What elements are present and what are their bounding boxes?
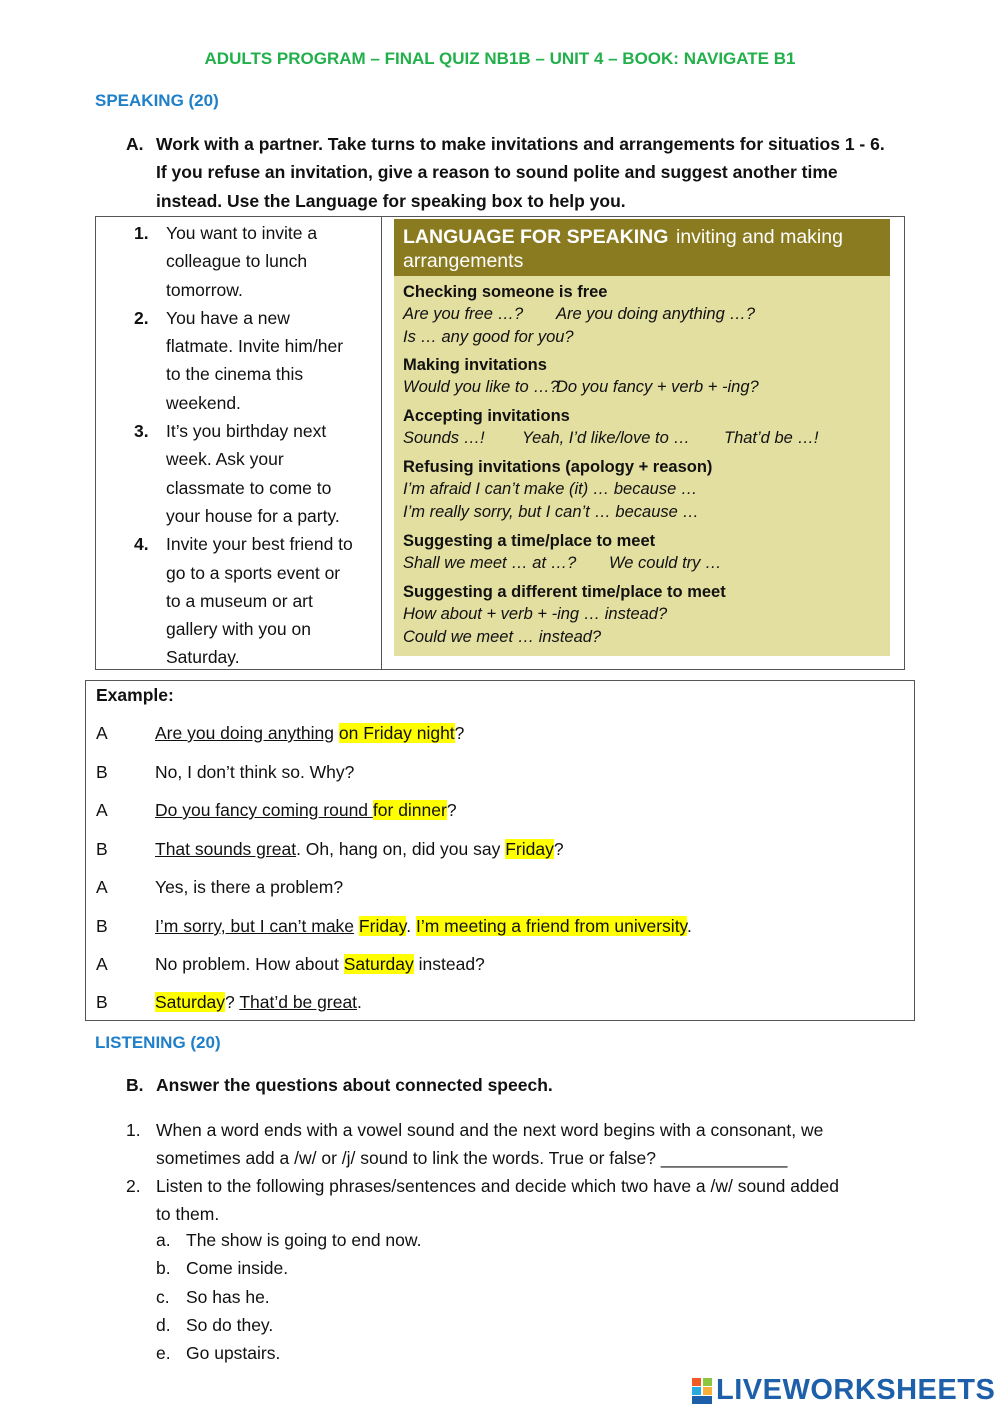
option-text: The show is going to end now. bbox=[186, 1230, 422, 1250]
dialogue-speaker: A bbox=[96, 954, 108, 974]
table-divider bbox=[381, 217, 382, 669]
language-box-title: LANGUAGE FOR SPEAKING bbox=[403, 226, 669, 248]
situation-item bbox=[96, 530, 376, 672]
question-line: sometimes add a /w/ or /j/ sound to link the words. True or false? _____________ bbox=[156, 1148, 788, 1169]
option-letter: c. bbox=[156, 1286, 170, 1307]
dialogue-text: . bbox=[406, 916, 416, 936]
situation-line: flatmate. Invite him/her bbox=[166, 336, 344, 357]
question-number: 1. bbox=[126, 1120, 141, 1140]
language-box-subtitle: arrangements bbox=[403, 250, 524, 272]
situation-line: classmate to come to bbox=[166, 477, 332, 498]
dialogue-line bbox=[155, 877, 343, 898]
language-box-phrase: Are you doing anything …? bbox=[556, 305, 756, 323]
underlined-phrase: That sounds great bbox=[155, 839, 297, 859]
situation-line: colleague to lunch bbox=[166, 251, 308, 272]
listening-option bbox=[156, 1258, 556, 1280]
question-text bbox=[156, 1172, 896, 1229]
task-a-text bbox=[156, 130, 926, 215]
situation-line: weekend. bbox=[166, 392, 241, 413]
dialogue-line bbox=[155, 762, 354, 783]
language-box-phrase: Yeah, I’d like/love to … bbox=[522, 429, 690, 447]
situation-text bbox=[166, 219, 374, 304]
dialogue-speaker: A bbox=[96, 800, 108, 820]
language-box-subtitle: inviting and making bbox=[676, 226, 843, 248]
language-box-phrase: Would you like to …? bbox=[403, 378, 559, 396]
example-label: Example: bbox=[96, 685, 174, 705]
language-box-phrase: How about + verb + -ing … instead? bbox=[403, 605, 668, 623]
situation-line: It’s you birthday next bbox=[166, 421, 327, 442]
underlined-phrase: Do you fancy coming round bbox=[155, 800, 373, 820]
language-box-section-heading: Suggesting a different time/place to meet bbox=[403, 583, 726, 601]
situation-line: week. Ask your bbox=[166, 449, 284, 470]
listening-option bbox=[156, 1343, 556, 1365]
question-number: 2. bbox=[126, 1176, 141, 1196]
option-text: So do they. bbox=[186, 1314, 274, 1335]
speaking-heading: SPEAKING (20) bbox=[95, 91, 219, 110]
situation-line: to a museum or art bbox=[166, 590, 313, 611]
situation-line: Invite your best friend to bbox=[166, 534, 353, 555]
situation-item bbox=[96, 304, 376, 417]
page-title: ADULTS PROGRAM – FINAL QUIZ NB1B – UNIT 4 – BOOK: NAVIGATE B1 bbox=[204, 49, 796, 68]
underlined-phrase: Are you doing anything bbox=[155, 723, 335, 743]
language-box-header bbox=[394, 219, 890, 276]
task-a-line: If you refuse an invitation, give a reason to sound polite and suggest another time bbox=[156, 162, 838, 183]
situation-line: your house for a party. bbox=[166, 505, 340, 526]
dialogue-text: . Oh, hang on, did you say bbox=[296, 839, 506, 859]
language-box-phrase: That’d be …! bbox=[724, 429, 819, 447]
listening-heading: LISTENING (20) bbox=[95, 1033, 221, 1052]
dialogue-line bbox=[155, 954, 485, 975]
dialogue-text: ? bbox=[446, 800, 457, 820]
language-box-phrase: Is … any good for you? bbox=[403, 327, 574, 346]
language-box-phrase: Shall we meet … at …? bbox=[403, 554, 577, 572]
dialogue-line bbox=[155, 800, 457, 821]
situation-item bbox=[96, 417, 376, 530]
task-a-line: Work with a partner. Take turns to make invitations and arrangements for situatios 1 - 6. bbox=[156, 134, 885, 154]
situation-item bbox=[96, 219, 376, 304]
situation-number: 3. bbox=[134, 421, 149, 442]
situation-line: You have a new bbox=[166, 307, 290, 328]
dialogue-text: ? bbox=[553, 839, 564, 859]
dialogue-text: . bbox=[687, 916, 692, 936]
example-dialogue-box bbox=[85, 680, 915, 1021]
dialogue-text: ? bbox=[225, 992, 240, 1012]
dialogue-text: . bbox=[357, 992, 362, 1012]
task-b-label: B. bbox=[126, 1075, 144, 1095]
dialogue-text: instead? bbox=[413, 954, 485, 974]
liveworksheets-logo bbox=[692, 1374, 996, 1408]
question-line: When a word ends with a vowel sound and the next word begins with a consonant, we bbox=[156, 1120, 824, 1140]
language-box-section-heading: Suggesting a time/place to meet bbox=[403, 532, 656, 550]
highlighted-phrase: for dinner bbox=[372, 800, 447, 820]
listening-option bbox=[156, 1230, 556, 1252]
dialogue-text: Yes, is there a problem? bbox=[155, 877, 344, 897]
situation-number: 2. bbox=[134, 307, 149, 328]
highlighted-phrase: Saturday bbox=[155, 992, 226, 1012]
dialogue-speaker: A bbox=[96, 877, 108, 897]
task-a-label: A. bbox=[126, 134, 144, 154]
dialogue-line bbox=[155, 992, 362, 1013]
liveworksheets-logo-text: LIVEWORKSHEETS bbox=[716, 1374, 996, 1406]
option-letter: d. bbox=[156, 1314, 171, 1335]
listening-question bbox=[126, 1172, 906, 1229]
dialogue-speaker: B bbox=[96, 839, 108, 859]
situation-text bbox=[166, 304, 374, 417]
option-letter: b. bbox=[156, 1258, 171, 1279]
situation-line: Saturday. bbox=[166, 647, 240, 668]
question-line: to them. bbox=[156, 1204, 220, 1225]
language-box-section-heading: Accepting invitations bbox=[403, 407, 570, 425]
language-box-phrase: Sounds …! bbox=[403, 429, 485, 447]
language-box-phrase: Could we meet … instead? bbox=[403, 627, 602, 646]
task-b-text: Answer the questions about connected speech. bbox=[156, 1075, 553, 1095]
situation-line: gallery with you on bbox=[166, 619, 311, 640]
language-box-section-heading: Making invitations bbox=[403, 356, 547, 374]
option-text: Come inside. bbox=[186, 1258, 289, 1279]
question-text bbox=[156, 1116, 896, 1173]
situation-line: to the cinema this bbox=[166, 364, 304, 385]
option-letter: e. bbox=[156, 1343, 171, 1364]
dialogue-line bbox=[155, 839, 564, 860]
situation-line: tomorrow. bbox=[166, 279, 243, 300]
language-box-section-heading: Checking someone is free bbox=[403, 283, 608, 301]
dialogue-speaker: A bbox=[96, 723, 108, 743]
underlined-phrase: I’m sorry, but I can’t make bbox=[155, 916, 355, 936]
language-box-phrase: I’m afraid I can’t make (it) … because … bbox=[403, 480, 698, 498]
underlined-phrase: That’d be great bbox=[239, 992, 358, 1012]
option-letter: a. bbox=[156, 1230, 171, 1250]
option-text: So has he. bbox=[186, 1286, 270, 1307]
language-for-speaking-box bbox=[394, 219, 890, 656]
dialogue-text: ? bbox=[454, 723, 465, 743]
task-a-line: instead. Use the Language for speaking box to help you. bbox=[156, 190, 626, 211]
language-box-phrase: Are you free …? bbox=[403, 305, 524, 323]
language-box-phrase: I’m really sorry, but I can’t … because … bbox=[403, 502, 699, 521]
dialogue-line bbox=[155, 723, 464, 744]
situation-line: You want to invite a bbox=[166, 223, 318, 243]
dialogue-text: No, I don’t think so. Why? bbox=[155, 762, 355, 782]
dialogue-line bbox=[155, 916, 692, 937]
question-line: Listen to the following phrases/sentences and decide which two have a /w/ sound added bbox=[156, 1176, 839, 1196]
language-box-phrase: We could try … bbox=[609, 554, 722, 572]
dialogue-speaker: B bbox=[96, 992, 108, 1012]
language-box-phrase: Do you fancy + verb + -ing? bbox=[556, 378, 759, 396]
listening-question bbox=[126, 1116, 906, 1173]
highlighted-phrase: on Friday night bbox=[338, 723, 455, 743]
situation-line: go to a sports event or bbox=[166, 562, 341, 583]
dialogue-speaker: B bbox=[96, 916, 108, 936]
highlighted-phrase: Saturday bbox=[343, 954, 414, 974]
highlighted-phrase: Friday bbox=[358, 916, 407, 936]
highlighted-phrase: I’m meeting a friend from university bbox=[415, 916, 688, 936]
situation-text bbox=[166, 417, 374, 530]
situation-number: 1. bbox=[134, 223, 149, 243]
language-box-section-heading: Refusing invitations (apology + reason) bbox=[403, 458, 713, 476]
situation-text bbox=[166, 530, 374, 671]
listening-option bbox=[156, 1287, 556, 1309]
option-text: Go upstairs. bbox=[186, 1343, 281, 1364]
liveworksheets-logo-icon bbox=[692, 1378, 712, 1404]
listening-option bbox=[156, 1315, 556, 1337]
situation-number: 4. bbox=[134, 534, 149, 555]
highlighted-phrase: Friday bbox=[505, 839, 554, 859]
dialogue-speaker: B bbox=[96, 762, 108, 782]
dialogue-text: No problem. How about bbox=[155, 954, 344, 974]
